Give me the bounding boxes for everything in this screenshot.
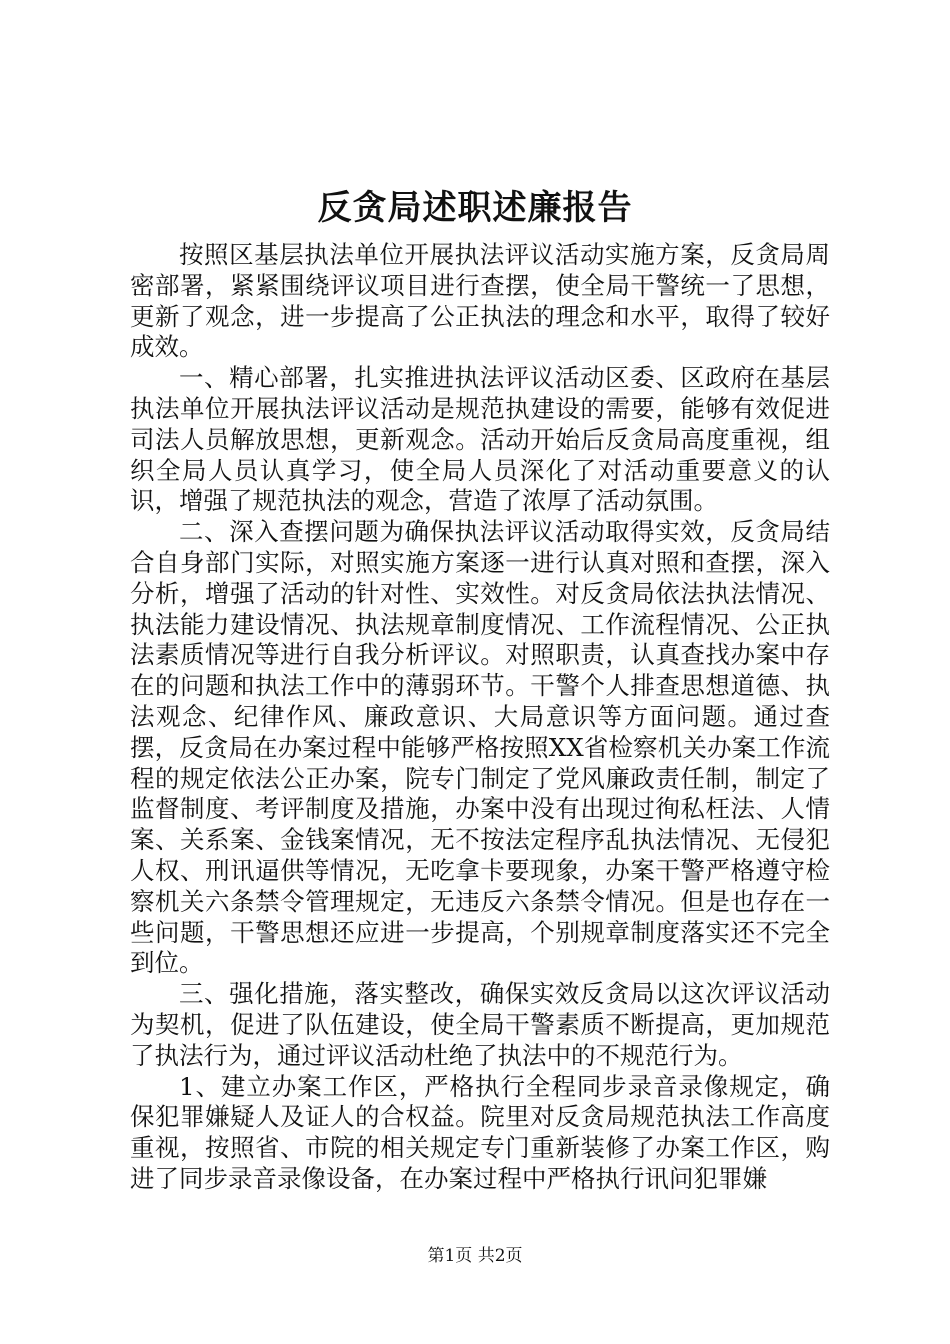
page-number-footer: 第1页 共2页 <box>427 1246 523 1266</box>
paragraph-intro: 按照区基层执法单位开展执法评议活动实施方案，反贪局周密部署，紧紧围绕评议项目进行查摆，使全局干警统一了思想，更新了观念，进一步提高了公正执法的理念和水平，取得了较好成效。 <box>130 240 830 362</box>
paragraph-section-1: 一、精心部署，扎实推进执法评议活动区委、区政府在基层执法单位开展执法评议活动是规范执建设的需要，能够有效促进司法人员解放思想，更新观念。活动开始后反贪局高度重视，组织全局人员认真学习，使全局人员深化了对活动重要意义的认识，增强了规范执法的观念，营造了浓厚了活动氛围。 <box>130 363 830 516</box>
paragraph-section-3: 三、强化措施，落实整改，确保实效反贪局以这次评议活动为契机，促进了队伍建设，使全局干警素质不断提高，更加规范了执法行为，通过评议活动杜绝了执法中的不规范行为。 <box>130 979 830 1070</box>
paragraph-item-1: 1、建立办案工作区，严格执行全程同步录音录像规定，确保犯罪嫌疑人及证人的合权益。院里对反贪局规范执法工作高度重视，按照省、市院的相关规定专门重新装修了办案工作区，购进了同步录音录像设备，在办案过程中严格执行讯问犯罪嫌 <box>130 1071 830 1193</box>
document-title: 反贪局述职述廉报告 <box>317 188 633 228</box>
paragraph-section-2: 二、深入查摆问题为确保执法评议活动取得实效，反贪局结合自身部门实际，对照实施方案逐一进行认真对照和查摆，深入分析，增强了活动的针对性、实效性。对反贪局依法执法情况、执法能力建设情况、执法规章制度情况、工作流程情况、公正执法素质情况等进行自我分析评议。对照职责，认真查找办案中存在的问题和执法工作中的薄弱环节。干警个人排查思想道德、执法观念、纪律作风、廉政意识、大局意识等方面问题。通过查摆，反贪局在办案过程中能够严格按照XX省检察机关办案工作流程的规定依法公正办案，院专门制定了党风廉政责任制，制定了监督制度、考评制度及措施，办案中没有出现过徇私枉法、人情案、关系案、金钱案情况，无不按法定程序乱执法情况、无侵犯人权、刑讯逼供等情况，无吃拿卡要现象，办案干警严格遵守检察机关六条禁令管理规定，无违反六条禁令情况。但是也存在一些问题，干警思想还应进一步提高，个别规章制度落实还不完全到位。 <box>130 517 830 978</box>
document-body <box>130 240 830 1195</box>
